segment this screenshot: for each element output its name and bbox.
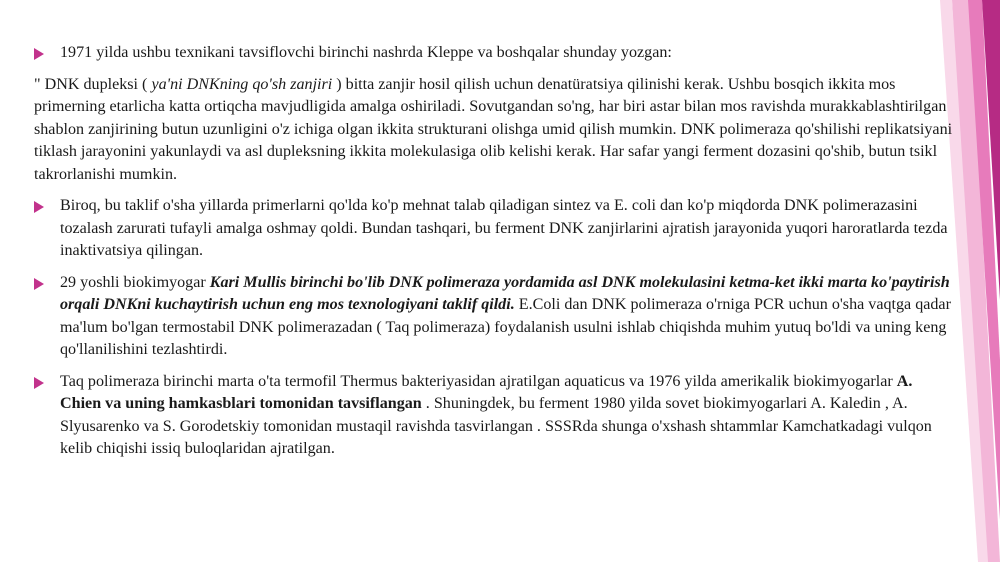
paragraph-5-post: . Shuningdek, bu ferment 1980 yilda sovet biokimyogarlari A. Kaledin , A. Slyusarenko va S. Gorodetskiy tomonidan mustaqil ravishda tasvirlangan . SSSRda shunga o'xshash shtammlar Kamchatkadagi vulqon kelib chiqishi issiq buloqlaridan ajratilgan. bbox=[60, 395, 932, 457]
bullet-arrow-icon bbox=[34, 377, 44, 389]
paragraph-4-post: E.Coli dan DNK polimeraza o'rniga PCR uchun o'sha vaqtga qadar ma'lum bo'lgan termostabil DNK polimerazadan ( Taq polimeraza) foydalanish usulni ishlab chiqishda muhim yutuq bo'ldi va uning keng qo'llanilishini tezlashtirdi. bbox=[60, 296, 951, 358]
paragraph-2-italic: ya'ni DNKning qo'sh zanjiri bbox=[151, 75, 333, 93]
paragraph-4 bbox=[34, 272, 956, 362]
paragraph-5 bbox=[34, 371, 956, 461]
paragraph-3 bbox=[34, 195, 956, 263]
bullet-arrow-icon bbox=[34, 48, 44, 60]
paragraph-4-bold-italic: Kari Mullis birinchi bo'lib DNK polimeraza yordamida asl DNK molekulasini ketma-ket ikki marta ko'paytirish orqali DNKni kuchaytirish uchun eng mos texnologiyani taklif qildi. bbox=[60, 273, 950, 313]
paragraph-2-post: ) bitta zanjir hosil qilish uchun denatüratsiya qilinishi kerak. Ushbu bosqich ikkita mos primerning etarlicha katta ortiqcha mavjudligida amalga oshiriladi. Sovutgandan so'ng, har biri astar bilan mos ravishda murakkablashtirilgan shablon zanjirining butun uzunligini o'z ichiga olgan ikkita strukturani olishga umid qilish mumkin. DNK polimeraza qo'shilishi replikatsiyani tiklash jarayonini yakunlaydi va asl dupleksning ikkita molekulasiga olib kelishi kerak. Har safar yangi ferment dozasini qo'shib, butun tsikl takrorlanishi mumkin. bbox=[34, 75, 953, 183]
paragraph-4-pre: 29 yoshli biokimyogar bbox=[60, 273, 210, 291]
paragraph-1-text: 1971 yilda ushbu texnikani tavsiflovchi birinchi nashrda Kleppe va boshqalar shunday yozgan: bbox=[60, 44, 672, 61]
paragraph-3-text: Biroq, bu taklif o'sha yillarda primerlarni qo'lda ko'p mehnat talab qiladigan sintez va E. coli dan ko'p miqdorda DNK polimerazasini tozalash zarurati tufayli amalga oshmay qoldi. Bundan tashqari, bu ferment DNK zanjirlarini ajratish jarayonida yuqori haroratlarda tezda inaktivatsiya qilingan. bbox=[60, 197, 948, 259]
paragraph-2-pre: " DNK dupleksi ( bbox=[34, 75, 152, 93]
bullet-arrow-icon bbox=[34, 278, 44, 290]
paragraph-1 bbox=[34, 42, 956, 65]
paragraph-5-pre: Taq polimeraza birinchi marta o'ta termofil Thermus bakteriyasidan ajratilgan aquaticus va 1976 yilda amerikalik biokimyogarlar bbox=[60, 372, 897, 390]
bullet-arrow-icon bbox=[34, 201, 44, 213]
slide-body bbox=[34, 42, 956, 470]
paragraph-5-bold: A. Chien va uning hamkasblari tomonidan tavsiflangan bbox=[60, 372, 913, 412]
paragraph-2 bbox=[34, 74, 956, 187]
